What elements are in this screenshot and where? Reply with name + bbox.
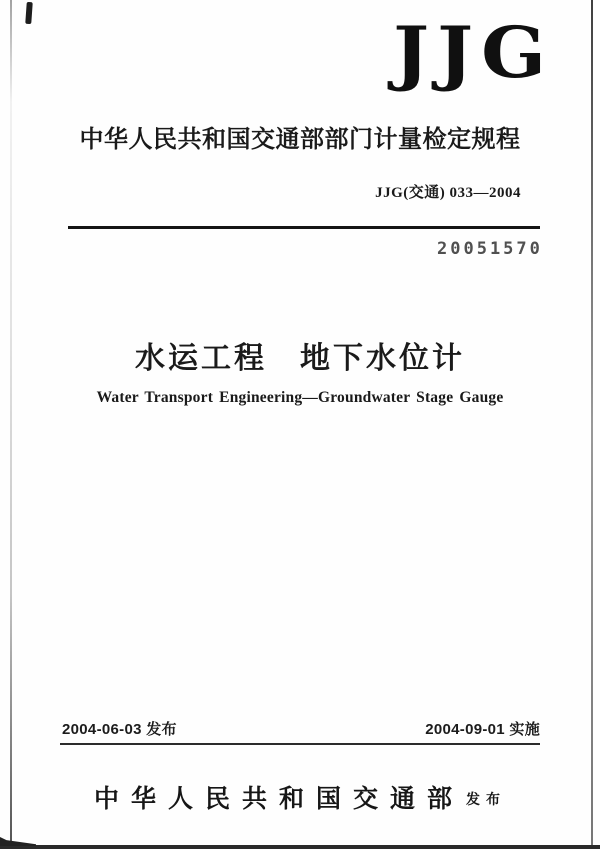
publish-label: 发布: [466, 793, 506, 808]
publisher-name: 中华人民共和国交通部: [93, 786, 464, 813]
scan-artifact-bottom-left-wedge: [0, 837, 36, 846]
serial-number-stamp: 20051570: [437, 239, 543, 259]
regulation-type-heading: 中华人民共和国交通部部门计量检定规程: [79, 127, 521, 153]
jjg-logo: JJG: [393, 11, 554, 94]
document-title-cn: 水运工程 地下水位计: [135, 342, 465, 375]
header-rule: [68, 226, 540, 229]
scan-artifact-top-left-tick: [25, 2, 33, 24]
date-row: [62, 718, 540, 739]
publisher-row: [0, 779, 600, 815]
implement-date-text: 2004-09-01 实施: [425, 721, 540, 738]
standard-code: JJG(交通) 033—2004: [375, 185, 521, 201]
issue-date-text: 2004-06-03 发布: [62, 721, 177, 738]
footer-rule: [60, 743, 540, 745]
scan-artifact-bottom-edge: [0, 845, 600, 849]
document-title-en: Water Transport Engineering—Groundwater Stage Gauge: [96, 389, 504, 406]
